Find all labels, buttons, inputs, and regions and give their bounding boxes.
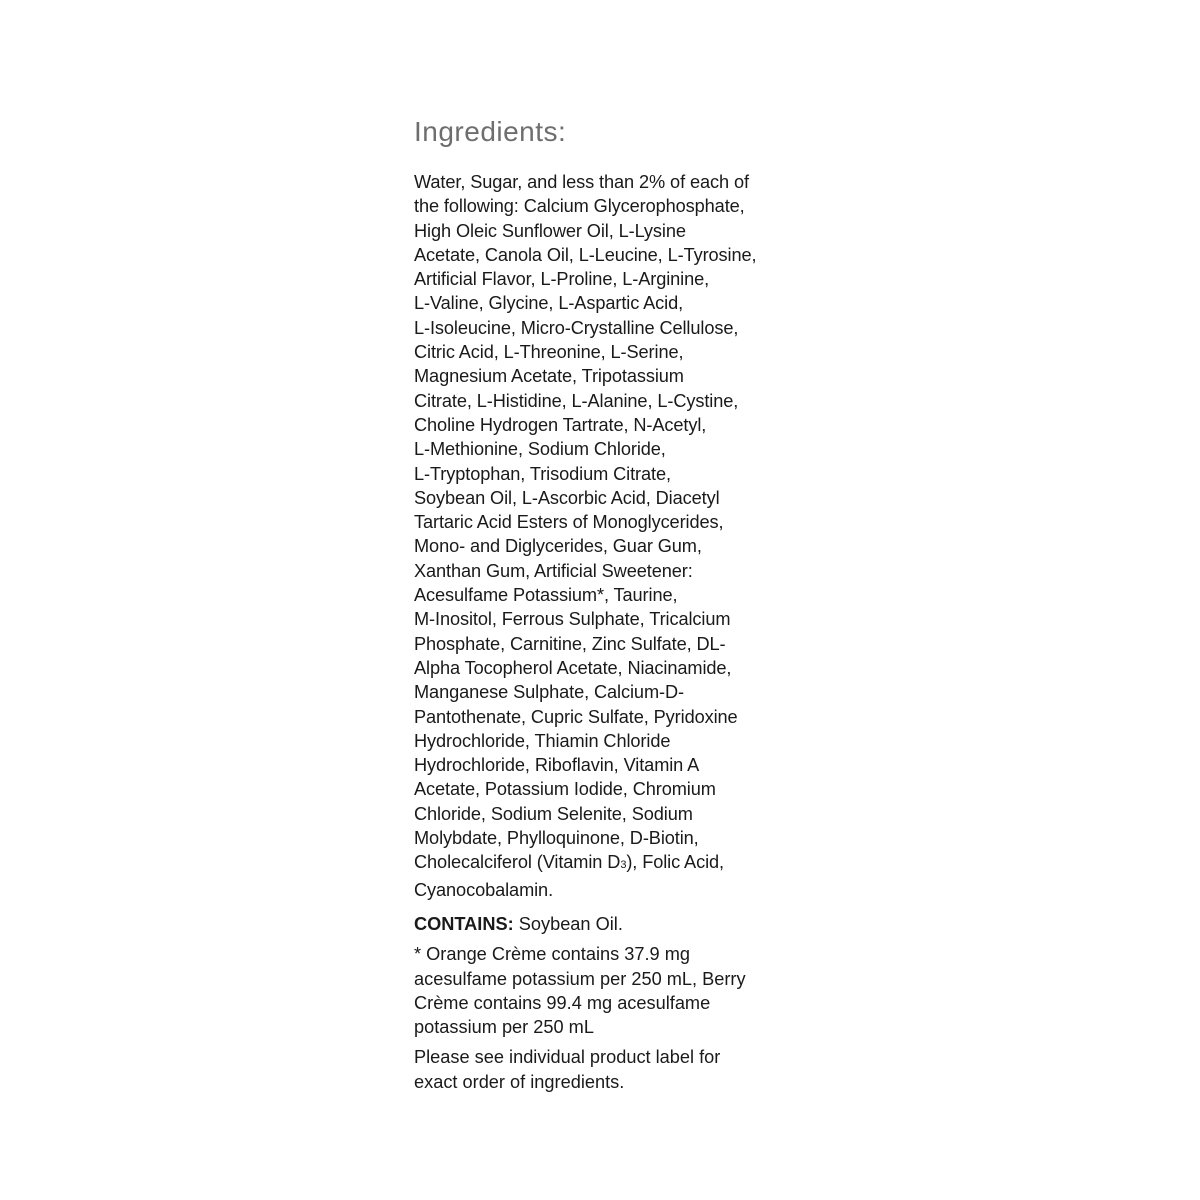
sweetener-note-line: Crème contains 99.4 mg acesulfame	[414, 992, 711, 1013]
ingredients-list	[414, 170, 794, 902]
ingredient-line: L-Isoleucine, Micro-Crystalline Cellulose,	[414, 317, 739, 338]
ingredient-line: Magnesium Acetate, Tripotassium	[414, 366, 684, 387]
contains-value: Soybean Oil.	[513, 913, 623, 934]
allergen-statement	[414, 912, 794, 936]
ingredient-line: L-Valine, Glycine, L-Aspartic Acid,	[414, 293, 684, 314]
ingredient-line: M-Inositol, Ferrous Sulphate, Tricalcium	[414, 609, 731, 630]
ingredient-line: Mono- and Diglycerides, Guar Gum,	[414, 536, 702, 557]
order-note-line: Please see individual product label for	[414, 1047, 721, 1068]
ingredient-line: L-Methionine, Sodium Chloride,	[414, 439, 666, 460]
sweetener-note-line: * Orange Crème contains 37.9 mg	[414, 944, 690, 965]
ingredient-line: the following: Calcium Glycerophosphate,	[414, 196, 745, 217]
ingredient-line: Alpha Tocopherol Acetate, Niacinamide,	[414, 657, 732, 678]
order-note	[414, 1045, 794, 1094]
ingredient-line: Cyanocobalamin.	[414, 879, 554, 900]
ingredient-line: Soybean Oil, L-Ascorbic Acid, Diacetyl	[414, 487, 720, 508]
ingredient-line: Choline Hydrogen Tartrate, N-Acetyl,	[414, 414, 707, 435]
vitamin-d3-subscript: 3	[620, 859, 627, 872]
ingredient-line: Chloride, Sodium Selenite, Sodium	[414, 803, 693, 824]
order-note-line: exact order of ingredients.	[414, 1071, 625, 1092]
sweetener-note	[414, 942, 794, 1039]
ingredient-line: Pantothenate, Cupric Sulfate, Pyridoxine	[414, 706, 738, 727]
ingredient-line: Acetate, Canola Oil, L-Leucine, L-Tyrosine,	[414, 244, 757, 265]
contains-label: CONTAINS:	[414, 913, 514, 934]
ingredients-heading: Ingredients:	[414, 116, 567, 147]
ingredient-line: Acesulfame Potassium*, Taurine,	[414, 585, 678, 606]
ingredient-line: Citrate, L-Histidine, L-Alanine, L-Cystine,	[414, 390, 739, 411]
ingredients-panel	[414, 114, 794, 1100]
ingredient-line: Hydrochloride, Thiamin Chloride	[414, 730, 671, 751]
ingredient-line: Molybdate, Phylloquinone, D-Biotin,	[414, 828, 699, 849]
ingredient-line: Water, Sugar, and less than 2% of each of	[414, 172, 749, 192]
ingredient-line: Manganese Sulphate, Calcium-D-	[414, 682, 684, 703]
vitamin-d3-text-before: Cholecalciferol (Vitamin D	[414, 852, 621, 873]
sweetener-note-line: acesulfame potassium per 250 mL, Berry	[414, 968, 746, 989]
sweetener-note-line: potassium per 250 mL	[414, 1017, 594, 1038]
ingredient-line: Hydrochloride, Riboflavin, Vitamin A	[414, 755, 700, 776]
ingredient-line: Xanthan Gum, Artificial Sweetener:	[414, 560, 693, 581]
ingredient-line-vitamin-d3	[414, 850, 794, 877]
ingredient-line: Acetate, Potassium Iodide, Chromium	[414, 779, 716, 800]
ingredient-line: Phosphate, Carnitine, Zinc Sulfate, DL-	[414, 633, 726, 654]
ingredient-line: Citric Acid, L-Threonine, L-Serine,	[414, 342, 684, 363]
ingredient-line: Artificial Flavor, L-Proline, L-Arginine,	[414, 269, 710, 290]
ingredient-line: High Oleic Sunflower Oil, L-Lysine	[414, 220, 686, 241]
ingredient-line: L-Tryptophan, Trisodium Citrate,	[414, 463, 671, 484]
vitamin-d3-text-after: ), Folic Acid,	[626, 852, 724, 873]
ingredient-line: Tartaric Acid Esters of Monoglycerides,	[414, 512, 724, 533]
